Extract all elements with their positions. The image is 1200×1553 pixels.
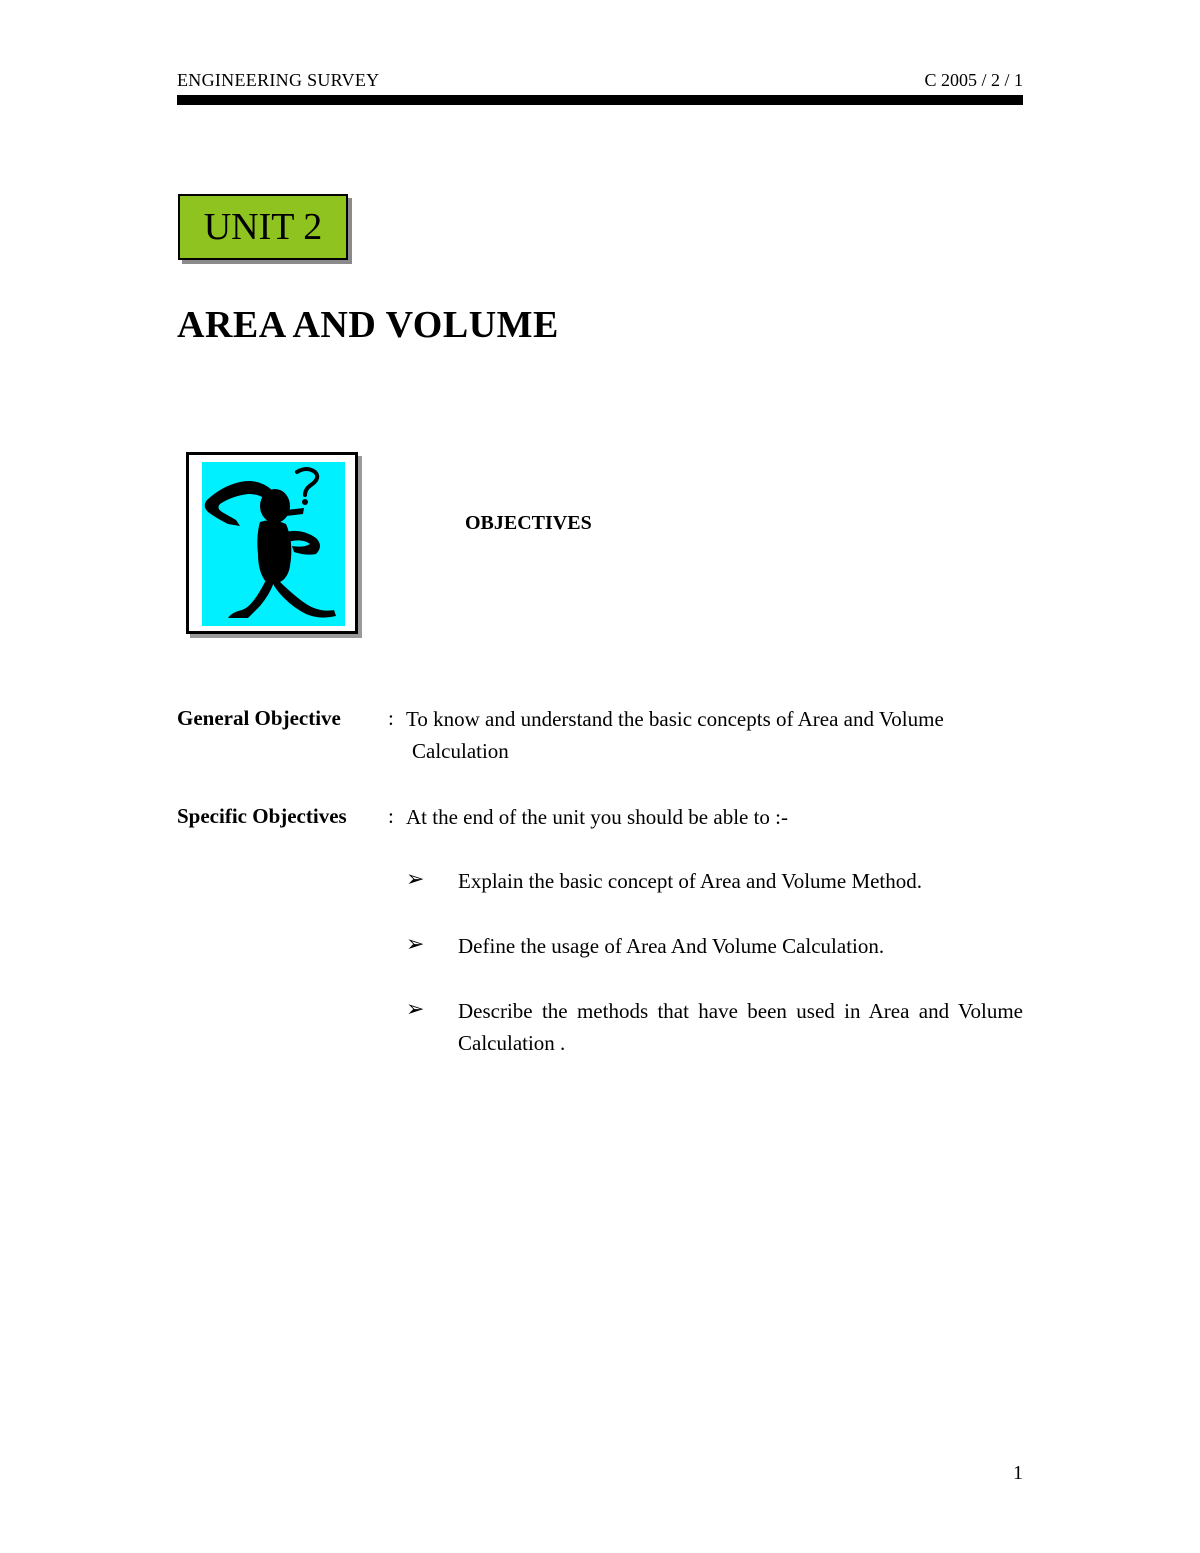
page-title: AREA AND VOLUME [177, 304, 559, 346]
specific-objective-item: Describe the methods that have been used in Area and Volume Calculation . [458, 999, 1023, 1055]
unit-badge: UNIT 2 [178, 194, 348, 260]
general-objective-line1: To know and understand the basic concepts of Area and Volume [406, 707, 944, 731]
objectives-heading: OBJECTIVES [465, 512, 592, 534]
header-course-code: C 2005 / 2 / 1 [924, 70, 1023, 90]
specific-objectives-label: Specific Objectives [177, 804, 347, 828]
bullet-arrow-icon: ➢ [406, 996, 425, 1021]
specific-objectives-colon: : [388, 804, 394, 828]
clipart-background [202, 462, 345, 626]
general-objective-label: General Objective [177, 706, 341, 730]
general-objective-colon: : [388, 706, 394, 730]
specific-objective-item: Define the usage of Area And Volume Calculation. [458, 934, 885, 958]
specific-objectives-intro: At the end of the unit you should be able to :- [406, 805, 789, 829]
general-objective-text [406, 703, 1026, 767]
specific-objective-item: Explain the basic concept of Area and Volume Method. [458, 869, 923, 893]
thinking-figure-clipart [186, 452, 358, 634]
thinking-person-icon [202, 462, 345, 626]
bullet-arrow-icon: ➢ [406, 931, 425, 956]
bullet-arrow-icon: ➢ [406, 866, 425, 891]
general-objective-line2: Calculation [412, 739, 509, 763]
header-course-title: ENGINEERING SURVEY [177, 70, 380, 90]
header-rule [177, 95, 1023, 105]
page-number: 1 [1013, 1462, 1023, 1484]
